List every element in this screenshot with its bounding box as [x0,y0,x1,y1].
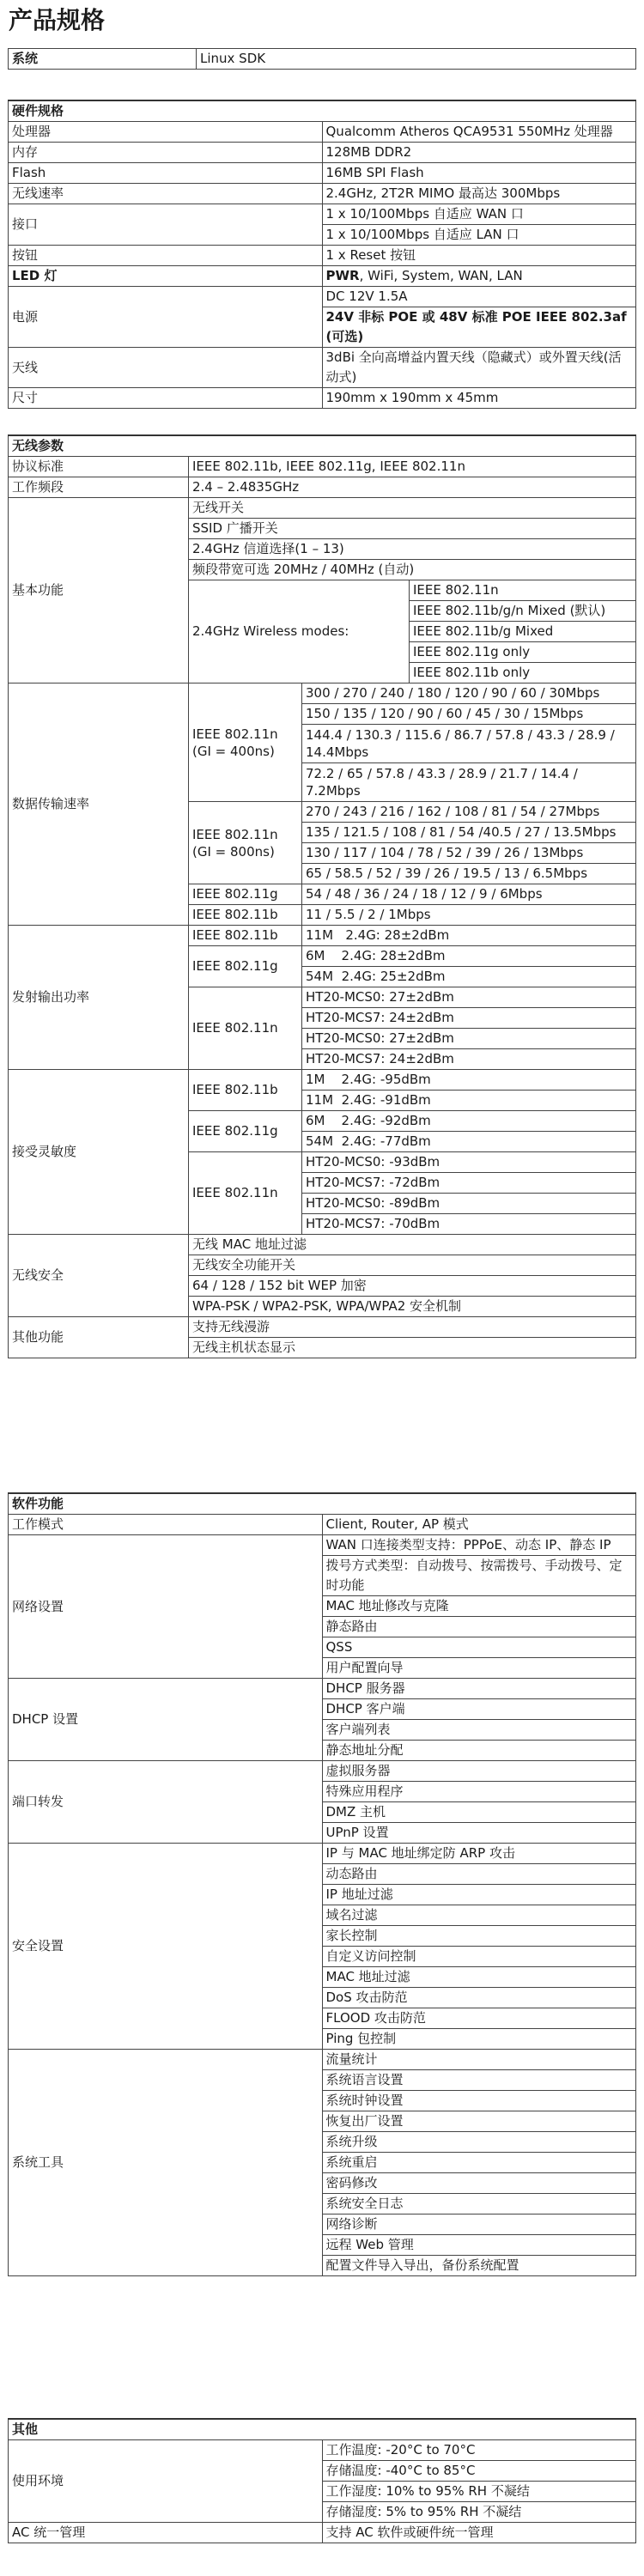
led-bold-label: PWR [325,268,360,283]
table-row [9,122,636,143]
row-sublabel: IEEE 802.11b [189,1070,302,1111]
row-value: 静态路由 [322,1617,636,1637]
table-row [9,498,636,519]
row-value: HT20-MCS0: -89dBm [302,1194,636,1214]
row-value: 2.4GHz 信道选择(1 – 13) [189,539,636,560]
row-label: 内存 [9,143,323,163]
row-sublabel: IEEE 802.11g [189,884,302,905]
row-label: 协议标准 [9,457,189,477]
row-sublabel: 2.4GHz Wireless modes: [189,580,410,683]
page-title: 产品规格 [9,6,106,34]
row-value: Ping 包控制 [322,2029,636,2050]
table-row [9,1679,636,1699]
row-sublabel: IEEE 802.11g [189,946,302,987]
row-value: HT20-MCS0: 27±2dBm [302,1029,636,1049]
row-value: 1 x 10/100Mbps 自适应 WAN 口 [322,204,636,225]
table-row [9,1317,636,1338]
row-value: 144.4 / 130.3 / 115.6 / 86.7 / 57.8 / 43.3 / 28.9 / 14.4Mbps [302,725,636,763]
table-row [9,143,636,163]
row-value: FLOOD 攻击防范 [322,2008,636,2029]
row-label: 工作频段 [9,477,189,498]
row-value: 54M 2.4G: -77dBm [302,1132,636,1152]
row-label: LED 灯 [9,266,323,287]
row-label: 端口转发 [9,1761,323,1844]
row-value: Client, Router, AP 模式 [322,1515,636,1535]
row-value: IEEE 802.11b only [410,663,636,683]
row-value: Linux SDK [197,49,636,70]
table-row [9,926,636,946]
software-table [8,1492,636,2276]
row-value: 64 / 128 / 152 bit WEP 加密 [189,1276,636,1297]
row-value: HT20-MCS0: -93dBm [302,1152,636,1173]
section-heading: 无线参数 [9,435,636,457]
row-value: 频段带宽可选 20MHz / 40MHz (自动) [189,560,636,580]
row-value: MAC 地址修改与克隆 [322,1596,636,1617]
row-value: DoS 攻击防范 [322,1988,636,2008]
row-value: 11 / 5.5 / 2 / 1Mbps [302,905,636,926]
row-value: WPA-PSK / WPA2-PSK, WPA/WPA2 安全机制 [189,1297,636,1317]
row-label: 基本功能 [9,498,189,683]
row-value: 24V 非标 POE 或 48V 标准 POE IEEE 802.3af (可选) [322,307,636,348]
row-value: 无线安全功能开关 [189,1255,636,1276]
row-value: 存储温度: -40°C to 85°C [322,2461,636,2482]
row-value: 工作湿度: 10% to 95% RH 不凝结 [322,2482,636,2502]
row-value: IEEE 802.11b/g Mixed [410,622,636,642]
row-value: 恢复出厂设置 [322,2111,636,2132]
row-label: 系统 [9,49,197,70]
row-value: 72.2 / 65 / 57.8 / 43.3 / 28.9 / 21.7 / 14.4 / 7.2Mbps [302,763,636,802]
row-value: 拨号方式类型：自动拨号、按需拨号、手动拨号、定时功能 [322,1556,636,1596]
row-value: 135 / 121.5 / 108 / 81 / 54 /40.5 / 27 / 13.5Mbps [302,823,636,843]
row-value: 工作温度: -20°C to 70°C [322,2440,636,2461]
row-value: DHCP 客户端 [322,1699,636,1720]
table-row [9,1535,636,1556]
row-sublabel: IEEE 802.11n [189,1152,302,1235]
row-value: MAC 地址过滤 [322,1967,636,1988]
row-value [322,266,636,287]
row-value: QSS [322,1637,636,1658]
row-label: 使用环境 [9,2440,323,2523]
row-value: 存储湿度: 5% to 95% RH 不凝结 [322,2502,636,2523]
row-label: Flash [9,163,323,184]
row-label: 发射输出功率 [9,926,189,1070]
table-row [9,204,636,225]
row-value: HT20-MCS7: 24±2dBm [302,1008,636,1029]
hardware-table [8,100,636,409]
row-value: DC 12V 1.5A [322,287,636,307]
row-label: 工作模式 [9,1515,323,1535]
row-sublabel: IEEE 802.11n (GI = 800ns) [189,802,302,884]
table-row [9,348,636,388]
row-value: 虚拟服务器 [322,1761,636,1782]
section-heading: 软件功能 [9,1493,636,1515]
table-row [9,1235,636,1255]
row-value: 11M 2.4G: 28±2dBm [302,926,636,946]
row-value: 支持 AC 软件或硬件统一管理 [322,2523,636,2543]
section-header-row [9,1493,636,1515]
row-label: 接口 [9,204,323,246]
table-row [9,1844,636,1864]
table-row [9,2050,636,2070]
row-value: 特殊应用程序 [322,1782,636,1802]
row-label: 无线速率 [9,184,323,204]
row-value: 1 x 10/100Mbps 自适应 LAN 口 [322,225,636,246]
row-value: 静态地址分配 [322,1741,636,1761]
row-value: 无线主机状态显示 [189,1338,636,1358]
row-value: 配置文件导入导出，备份系统配置 [322,2256,636,2276]
row-value: IEEE 802.11b/g/n Mixed (默认) [410,601,636,622]
table-row [9,163,636,184]
row-label: AC 统一管理 [9,2523,323,2543]
table-row [9,1515,636,1535]
row-value: 190mm x 190mm x 45mm [322,388,636,409]
row-value: HT20-MCS7: -72dBm [302,1173,636,1194]
row-label: 无线安全 [9,1235,189,1317]
row-value: IP 地址过滤 [322,1885,636,1905]
section-header-row [9,2419,636,2440]
row-value: 远程 Web 管理 [322,2235,636,2256]
system-table [8,48,636,70]
row-value: 密码修改 [322,2173,636,2194]
table-row [9,184,636,204]
row-value: 动态路由 [322,1864,636,1885]
row-value: DMZ 主机 [322,1802,636,1823]
row-value: 54 / 48 / 36 / 24 / 18 / 12 / 9 / 6Mbps [302,884,636,905]
row-value: 无线开关 [189,498,636,519]
row-label: 尺寸 [9,388,323,409]
row-value: IEEE 802.11n [410,580,636,601]
row-value: 1M 2.4G: -95dBm [302,1070,636,1091]
row-value: 2.4GHz, 2T2R MIMO 最高达 300Mbps [322,184,636,204]
row-value: 6M 2.4G: -92dBm [302,1111,636,1132]
row-sublabel: IEEE 802.11b [189,926,302,946]
row-value: 3dBi 全向高增益内置天线（隐藏式）或外置天线(活动式) [322,348,636,388]
row-value: DHCP 服务器 [322,1679,636,1699]
row-value: 域名过滤 [322,1905,636,1926]
table-row [9,1070,636,1091]
section-header-row [9,435,636,457]
table-row [9,2440,636,2461]
row-label: 电源 [9,287,323,348]
row-label: 天线 [9,348,323,388]
row-value: 自定义访问控制 [322,1947,636,1967]
row-label: 网络设置 [9,1535,323,1679]
row-value: 54M 2.4G: 25±2dBm [302,967,636,987]
row-value: 270 / 243 / 216 / 162 / 108 / 81 / 54 / 27Mbps [302,802,636,823]
table-row [9,287,636,307]
row-value: 系统时钟设置 [322,2091,636,2111]
table-row [9,683,636,704]
row-value: 130 / 117 / 104 / 78 / 52 / 39 / 26 / 13Mbps [302,843,636,864]
section-header-row [9,100,636,122]
row-sublabel: IEEE 802.11g [189,1111,302,1152]
row-value: IP 与 MAC 地址绑定防 ARP 攻击 [322,1844,636,1864]
row-value: 16MB SPI Flash [322,163,636,184]
row-value: HT20-MCS7: -70dBm [302,1214,636,1235]
row-label: 按钮 [9,246,323,266]
row-value: 128MB DDR2 [322,143,636,163]
row-value: SSID 广播开关 [189,519,636,539]
row-value: 网络诊断 [322,2215,636,2235]
table-row [9,388,636,409]
row-label: 安全设置 [9,1844,323,2050]
row-value: 家长控制 [322,1926,636,1947]
row-value: Qualcomm Atheros QCA9531 550MHz 处理器 [322,122,636,143]
table-row [9,246,636,266]
row-label: 接受灵敏度 [9,1070,189,1235]
table-row [9,457,636,477]
table-row [9,477,636,498]
row-value: WAN 口连接类型支持：PPPoE、动态 IP、静态 IP [322,1535,636,1556]
row-value: IEEE 802.11b, IEEE 802.11g, IEEE 802.11n [189,457,636,477]
row-label: 数据传输速率 [9,683,189,926]
row-label: DHCP 设置 [9,1679,323,1761]
row-value: 无线 MAC 地址过滤 [189,1235,636,1255]
section-heading: 其他 [9,2419,636,2440]
row-value: 65 / 58.5 / 52 / 39 / 26 / 19.5 / 13 / 6.5Mbps [302,864,636,884]
section-heading: 硬件规格 [9,100,636,122]
row-value: 2.4 – 2.4835GHz [189,477,636,498]
row-value: 用户配置向导 [322,1658,636,1679]
table-row [9,49,636,70]
row-value: 客户端列表 [322,1720,636,1741]
row-value: 流量统计 [322,2050,636,2070]
row-sublabel: IEEE 802.11b [189,905,302,926]
row-value: HT20-MCS0: 27±2dBm [302,987,636,1008]
row-value: 1 x Reset 按钮 [322,246,636,266]
row-sublabel: IEEE 802.11n [189,987,302,1070]
table-row [9,266,636,287]
misc-table [8,2418,636,2543]
row-value: 系统安全日志 [322,2194,636,2215]
row-value: HT20-MCS7: 24±2dBm [302,1049,636,1070]
row-value: 支持无线漫游 [189,1317,636,1338]
row-label: 系统工具 [9,2050,323,2276]
row-value: 6M 2.4G: 28±2dBm [302,946,636,967]
wireless-table [8,434,636,1358]
row-value: IEEE 802.11g only [410,642,636,663]
row-value: 150 / 135 / 120 / 90 / 60 / 45 / 30 / 15Mbps [302,704,636,725]
table-row [9,1761,636,1782]
row-value: 系统重启 [322,2153,636,2173]
row-sublabel: IEEE 802.11n (GI = 400ns) [189,683,302,802]
row-value: UPnP 设置 [322,1823,636,1844]
row-value: 300 / 270 / 240 / 180 / 120 / 90 / 60 / 30Mbps [302,683,636,704]
row-label: 处理器 [9,122,323,143]
led-rest-label: , WiFi, System, WAN, LAN [359,268,523,283]
row-value: 系统升级 [322,2132,636,2153]
table-row [9,2523,636,2543]
row-label: 其他功能 [9,1317,189,1358]
row-value: 系统语言设置 [322,2070,636,2091]
row-value: 11M 2.4G: -91dBm [302,1091,636,1111]
